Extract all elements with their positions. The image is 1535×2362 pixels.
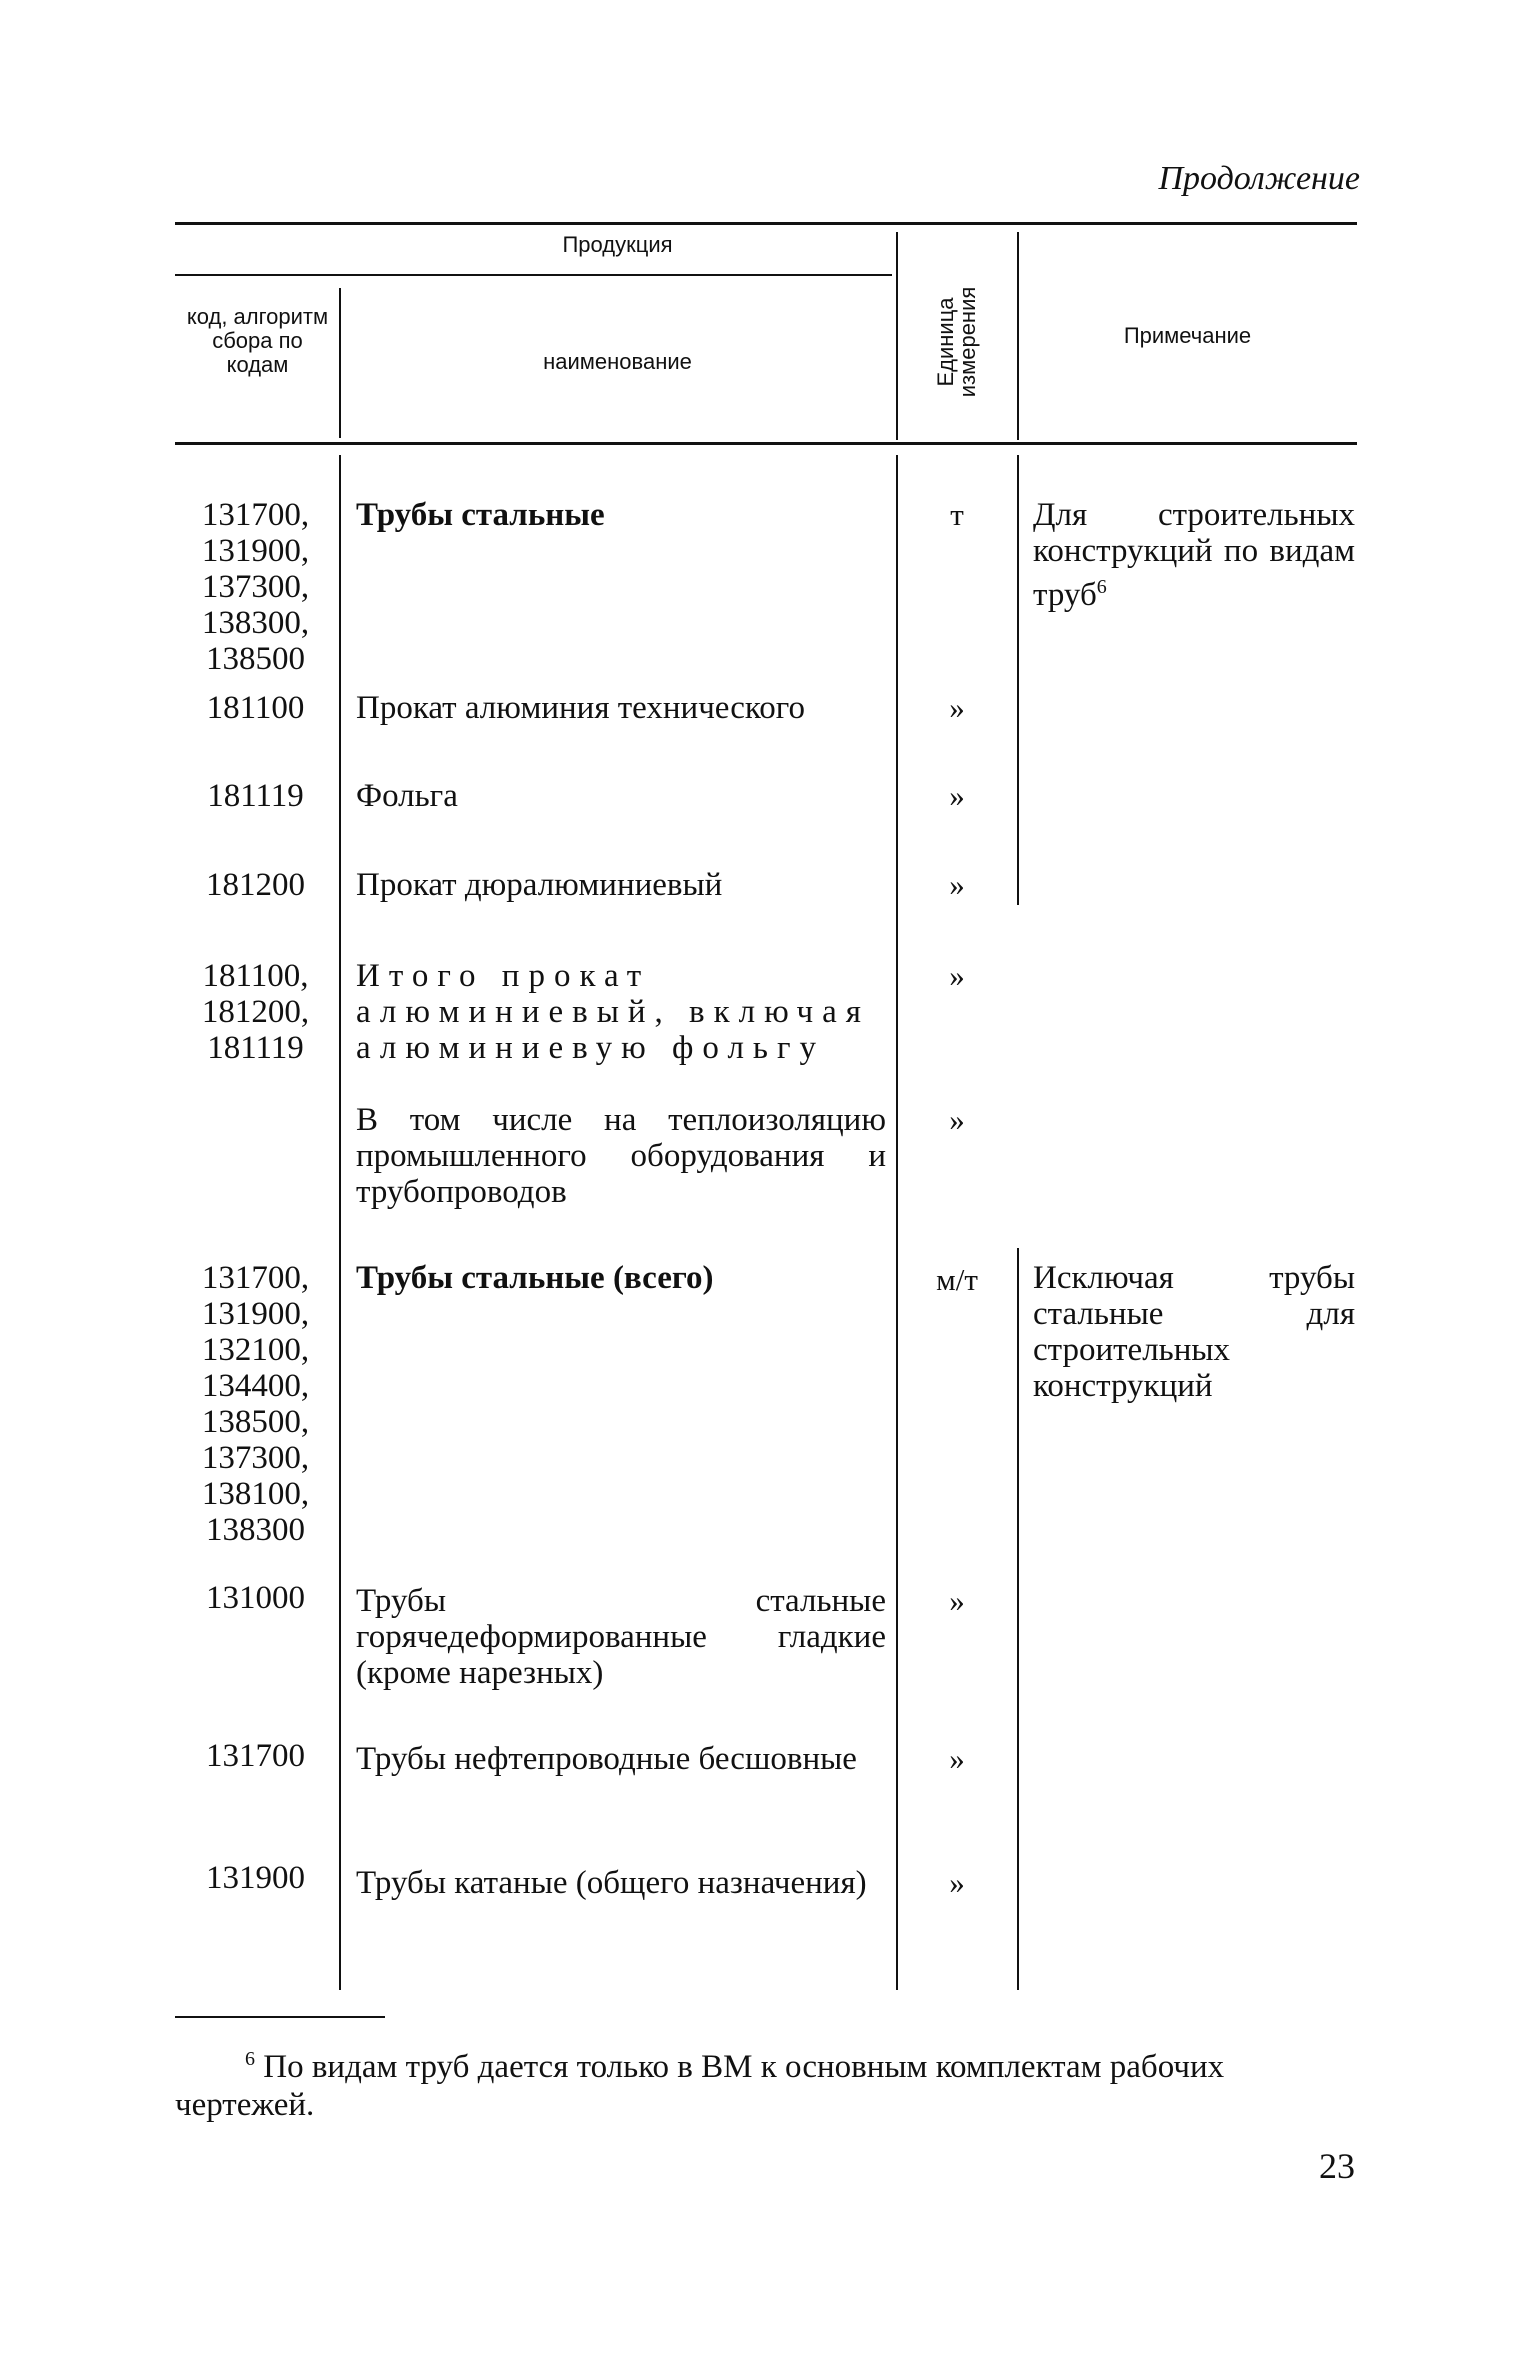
row-1-remark-text: Для строительных конструкций по видам труб [1033, 497, 1355, 613]
footnote-text: По видам труб дается только в ВМ к основным комплектам рабочих чертежей. [175, 2049, 1225, 2123]
row-7-code: 131700, 131900, 132100, 134400, 138500, 137300, 138100, 138300 [201, 1260, 310, 1548]
row-3-code: 181119 [207, 778, 304, 814]
header-product-group: Продукция [562, 232, 673, 257]
row-6-unit: » [949, 1102, 965, 1137]
row-7-name: Трубы стальные (всего) [356, 1260, 714, 1296]
header-code: код, алгоритм сбора по кодам [186, 304, 329, 377]
row-1-remark [1033, 497, 1355, 613]
row-6-name: В том числе на теплоизоляцию промышленного оборудования и трубопроводов [356, 1102, 886, 1210]
footnote-marker: 6 [245, 2048, 255, 2070]
row-3-name: Фольга [356, 778, 458, 814]
row-4-name: Прокат дюралюминиевый [356, 867, 723, 903]
body-divider-unit-lower [1017, 1248, 1019, 1990]
row-1-unit: т [950, 497, 964, 532]
continuation-label: Продолжение [1158, 160, 1360, 197]
body-divider-code [339, 455, 341, 1990]
row-7-remark: Исключая трубы стальные для строительных конструкций [1033, 1260, 1355, 1404]
footnote-ref: 6 [1096, 576, 1107, 598]
row-10-code: 131900 [206, 1860, 305, 1896]
header-divider-code [339, 288, 341, 438]
body-divider-name [896, 455, 898, 1990]
body-divider-unit-upper [1017, 455, 1019, 905]
header-unit-line1: Единица [933, 297, 958, 387]
page-number: 23 [1319, 2146, 1355, 2186]
row-10-name: Трубы катаные (общего назначения) [356, 1865, 867, 1901]
header-name: наименование [543, 349, 692, 374]
header-bottom-rule [175, 442, 1357, 445]
footnote [175, 2040, 1355, 2124]
row-9-code: 131700 [206, 1738, 305, 1774]
row-3-unit: » [949, 778, 965, 813]
row-2-code: 181100 [206, 690, 305, 726]
row-4-code: 181200 [206, 867, 305, 903]
row-7-unit: м/т [936, 1262, 978, 1297]
header-remark: Примечание [1123, 323, 1252, 348]
footnote-rule [175, 2016, 385, 2018]
row-5-name: Итого прокат алюминиевый, включая алюминиевую фольгу [356, 958, 870, 1066]
row-9-unit: » [949, 1741, 965, 1776]
row-8-name: Трубы стальные горячедеформированные гладкие (кроме нарезных) [356, 1583, 886, 1691]
row-4-unit: » [949, 867, 965, 902]
row-5-unit: » [949, 958, 965, 993]
row-1-code: 131700, 131900, 137300, 138300, 138500 [201, 497, 310, 677]
row-8-code: 131000 [206, 1580, 305, 1616]
product-group-rule [175, 274, 892, 276]
row-1-name: Трубы стальные [356, 497, 605, 533]
row-5-code: 181100, 181200, 181119 [201, 958, 310, 1066]
header-unit-line2: измерения [955, 286, 980, 398]
row-2-unit: » [949, 690, 965, 725]
row-10-unit: » [949, 1865, 965, 1900]
row-2-name: Прокат алюминия технического [356, 690, 805, 726]
table-top-rule [175, 222, 1357, 225]
row-8-unit: » [949, 1583, 965, 1618]
row-9-name: Трубы нефтепроводные бесшовные [356, 1741, 857, 1777]
header-unit [877, 286, 1037, 398]
